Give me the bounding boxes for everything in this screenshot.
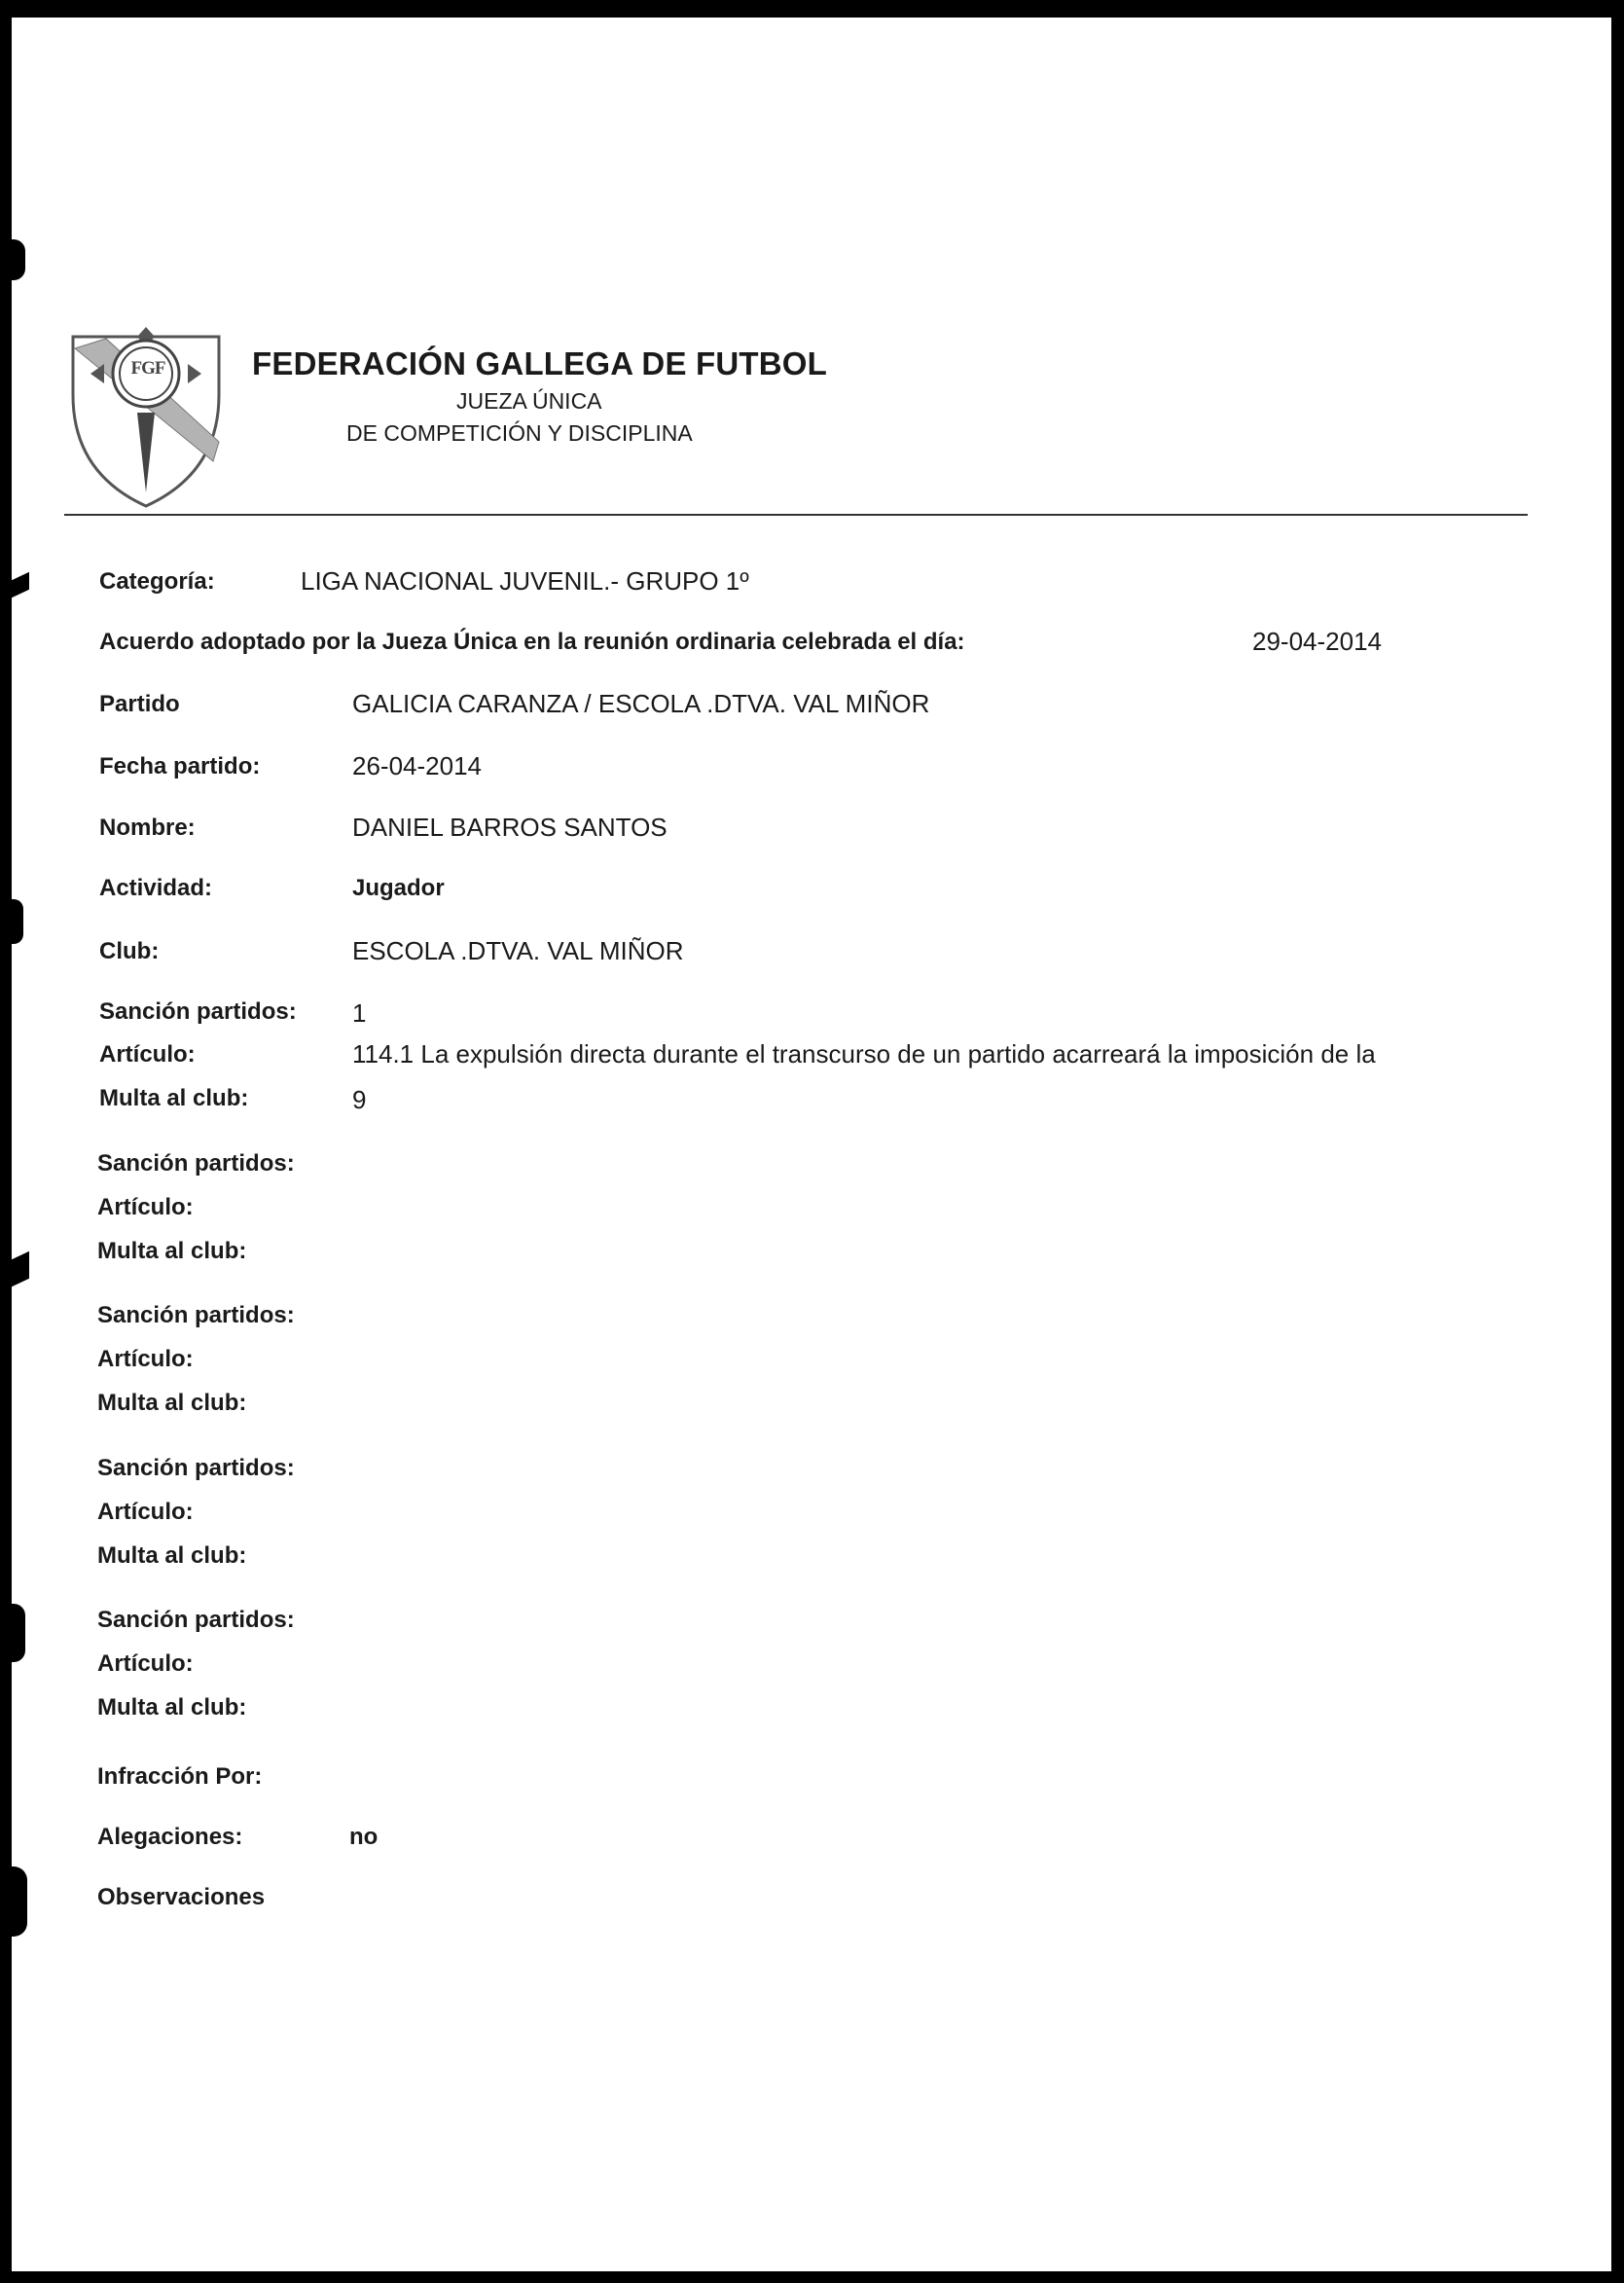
document-page [12, 18, 1611, 2271]
sancion-partidos-label: Sanción partidos: [97, 1607, 295, 1633]
actividad-label: Actividad: [99, 875, 213, 901]
scan-mark [12, 572, 29, 598]
nombre-label: Nombre: [99, 815, 196, 841]
articulo-label: Artículo: [97, 1346, 194, 1372]
sancion-partidos-value: 1 [352, 998, 367, 1028]
alegaciones-value: no [349, 1824, 379, 1850]
multa-club-label: Multa al club: [97, 1238, 247, 1264]
multa-club-label: Multa al club: [99, 1085, 249, 1111]
sancion-partidos-label: Sanción partidos: [99, 998, 297, 1025]
observaciones-label: Observaciones [97, 1884, 266, 1910]
articulo-label: Artículo: [99, 1041, 196, 1068]
sancion-partidos-label: Sanción partidos: [97, 1150, 295, 1177]
articulo-label: Artículo: [97, 1650, 194, 1677]
sancion-partidos-label: Sanción partidos: [97, 1302, 295, 1328]
partido-value: GALICIA CARANZA / ESCOLA .DTVA. VAL MIÑOR [352, 689, 930, 718]
fecha-partido-value: 26-04-2014 [352, 751, 482, 780]
scan-mark [12, 239, 25, 280]
infraccion-label: Infracción Por: [97, 1763, 263, 1790]
categoria-label: Categoría: [99, 568, 215, 595]
fecha-partido-label: Fecha partido: [99, 753, 261, 779]
club-label: Club: [99, 938, 160, 964]
sancion-partidos-label: Sanción partidos: [97, 1455, 295, 1481]
scan-mark [12, 1866, 27, 1937]
partido-label: Partido [99, 691, 180, 717]
logo-monogram: FGF [130, 358, 165, 379]
articulo-label: Artículo: [97, 1194, 194, 1220]
actividad-value: Jugador [352, 875, 445, 901]
organization-subtitle-1: JUEZA ÚNICA [456, 388, 602, 414]
multa-club-value: 9 [352, 1085, 367, 1114]
multa-club-label: Multa al club: [97, 1694, 247, 1721]
scan-mark [12, 1604, 25, 1662]
organization-subtitle-2: DE COMPETICIÓN Y DISCIPLINA [346, 420, 693, 446]
multa-club-label: Multa al club: [97, 1390, 247, 1416]
nombre-value: DANIEL BARROS SANTOS [352, 813, 668, 842]
federation-logo-shield [67, 327, 225, 510]
multa-club-label: Multa al club: [97, 1542, 247, 1569]
acuerdo-label: Acuerdo adoptado por la Jueza Única en la reunión ordinaria celebrada el día: [99, 629, 965, 655]
header-divider [64, 514, 1528, 516]
alegaciones-label: Alegaciones: [97, 1824, 243, 1850]
articulo-value: 114.1 La expulsión directa durante el transcurso de un partido acarreará la imposición de la [352, 1039, 1376, 1069]
articulo-label: Artículo: [97, 1499, 194, 1525]
categoria-value: LIGA NACIONAL JUVENIL.- GRUPO 1º [301, 566, 749, 596]
club-value: ESCOLA .DTVA. VAL MIÑOR [352, 936, 684, 965]
scan-mark [12, 899, 23, 944]
acuerdo-date: 29-04-2014 [1252, 627, 1382, 656]
scan-mark [12, 1251, 29, 1286]
organization-name: FEDERACIÓN GALLEGA DE FUTBOL [252, 345, 828, 381]
